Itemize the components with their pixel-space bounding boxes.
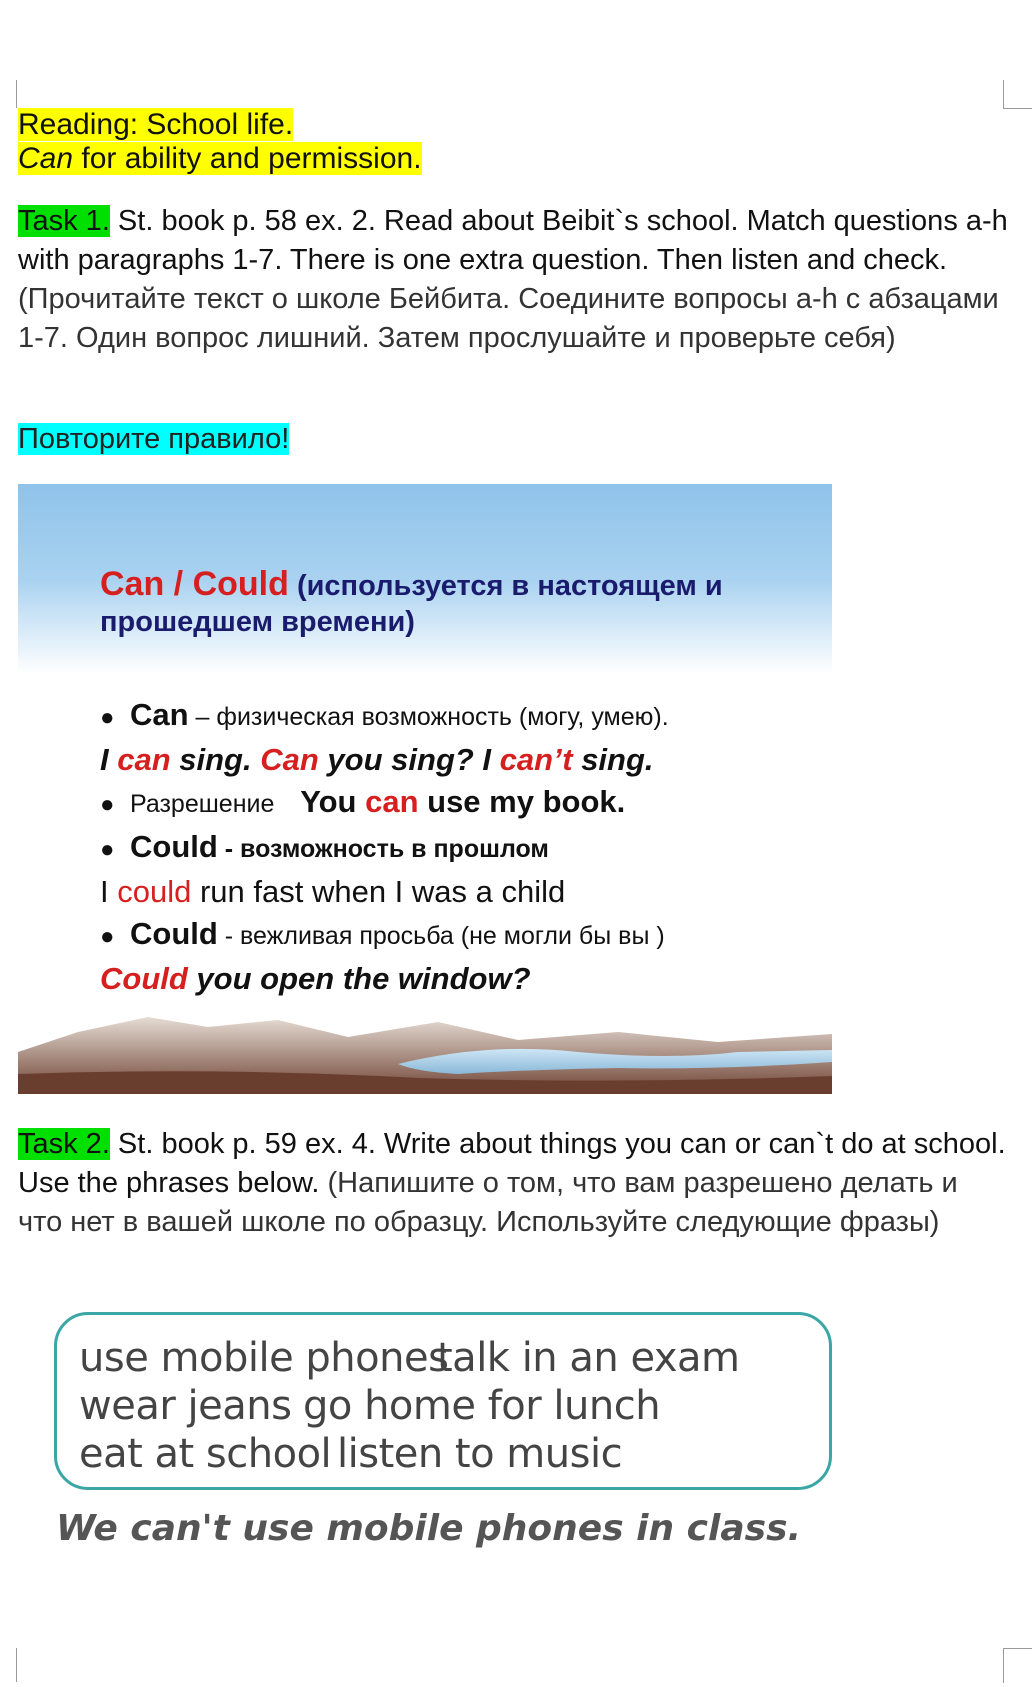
task-2-text-ru: (Напишите о том, что вам разрешено делать и что нет в вашей школе по образцу. Используйте следующие фразы) [18,1167,958,1238]
slide-heading-rest: (используется в настоящем и прошедшем времени) [100,570,723,638]
grammar-slide [18,484,832,1094]
title-can-word: Can [18,142,74,175]
bullet-icon: ● [100,923,115,950]
bullet-icon: ● [100,704,115,731]
example-can-sing [100,739,820,781]
example-modal: can’t [499,742,573,777]
example-part: I [100,742,118,777]
title-line-2 [18,142,422,175]
rule-keyword: Could [130,829,218,864]
example-could-run [100,871,820,913]
rule-description: - возможность в прошлом [217,835,549,863]
phrase-item: wear jeans [79,1383,292,1429]
rule-can-ability [100,694,820,739]
slide-heading-red: Can / Could [100,565,289,603]
crop-mark-top-right [1003,80,1032,109]
slide-rules [100,694,820,1000]
title-line-1: Reading: School life. [18,108,294,141]
example-part: I [100,874,118,909]
mountain-landscape-image [18,1012,832,1094]
example-part: you sing? I [318,742,500,777]
task-1-label: Task 1. [18,205,110,237]
phrase-item: go home for lunch [303,1383,661,1429]
example-part: run fast when I was a child [191,874,566,909]
example-modal: could [117,874,192,909]
example-part: you open the window? [187,961,531,996]
slide-heading [100,566,740,640]
phrase-item: listen to music [337,1431,623,1477]
rule-can-permission [100,781,820,826]
rule-keyword: Разрешение [130,790,275,818]
task-2-text-en: St. book p. 59 ex. 4. Write about things you can or can`t do at school. Use the phrases below. [18,1128,1006,1199]
rule-description: вежливая просьба (не могли бы вы ) [240,922,665,950]
rule-description: – физическая возможность (могу, умею). [188,703,669,731]
rule-could-request [100,913,820,958]
phrase-item: eat at school [79,1431,332,1477]
rule-dash: - [217,922,241,950]
task-1 [18,202,1008,358]
example-part: use my book. [418,784,626,819]
bullet-icon: ● [100,791,115,818]
rule-keyword: Could [130,916,218,951]
task-1-text-ru: (Прочитайте текст о школе Бейбита. Соедините вопросы a-h с абзацами 1-7. Один вопрос лишний. Затем прослушайте и проверьте себя) [18,283,999,354]
crop-mark-bottom-right [1003,1648,1032,1683]
example-part: sing. [572,742,654,777]
example-could-window [100,958,820,1000]
task-2-label: Task 2. [18,1128,110,1160]
task-1-text-en: St. book p. 58 ex. 2. Read about Beibit`s school. Match questions a-h with paragraphs 1-7. There is one extra question. Then listen and check. [18,205,1008,276]
example-modal: can [365,784,419,819]
phrases-box [54,1312,832,1490]
lesson-title [18,108,422,176]
title-line-2-rest: for ability and permission. [73,142,422,175]
example-part: You [300,784,366,819]
bullet-icon: ● [100,836,115,863]
rule-keyword: Can [130,697,189,732]
crop-mark-bottom-left [16,1648,45,1682]
example-part: sing. [170,742,261,777]
example-modal: Can [260,742,319,777]
task-2 [18,1125,1008,1242]
rule-could-past [100,826,820,871]
phrase-item: talk in an exam [437,1335,740,1381]
repeat-rule-label: Повторите правило! [18,423,290,455]
example-modal: Could [100,961,188,996]
phrase-item: use mobile phones [79,1335,449,1381]
crop-mark-top-left [16,80,45,108]
example-sentence: We can't use mobile phones in class. [56,1508,802,1549]
example-modal: can [117,742,171,777]
repeat-rule-note [18,422,289,456]
